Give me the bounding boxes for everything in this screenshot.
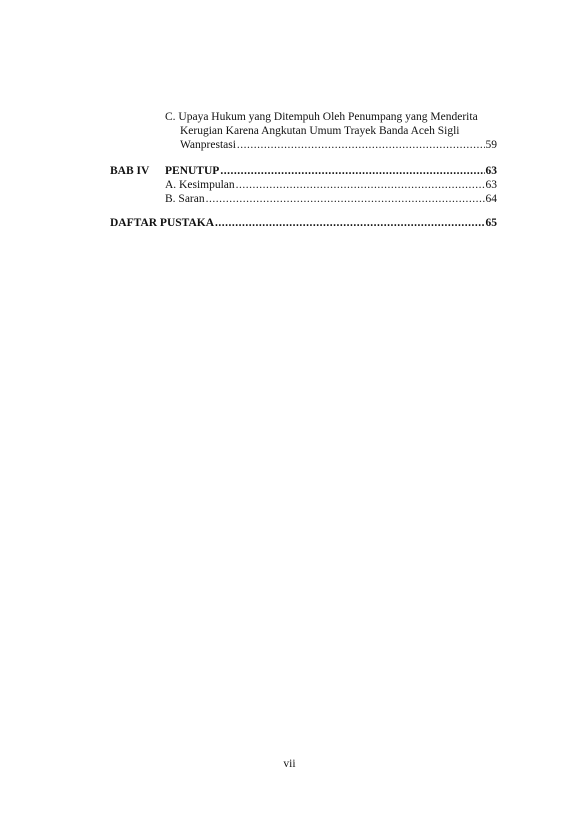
toc-entry-saran[interactable]	[165, 192, 497, 206]
toc-leader-dots	[220, 164, 484, 178]
toc-leader-dots	[215, 216, 484, 230]
toc-subsection-c-line3[interactable]	[180, 138, 497, 152]
toc-entry-daftar-pustaka[interactable]	[110, 216, 497, 230]
toc-entry-kesimpulan[interactable]	[165, 178, 497, 192]
toc-page-number: 65	[485, 217, 497, 229]
toc-page-number: 63	[485, 165, 497, 177]
toc-entry-label: A. Kesimpulan	[165, 179, 235, 191]
toc-entry-label: Wanprestasi	[180, 139, 236, 151]
toc-page-number: 59	[485, 139, 497, 151]
toc-chapter-title-penutup[interactable]	[165, 164, 497, 178]
toc-page-number: 64	[485, 193, 497, 205]
toc-leader-dots	[237, 138, 485, 152]
toc-subsection-c-line2: Kerugian Karena Angkutan Umum Trayek Banda Aceh Sigli	[180, 125, 460, 137]
toc-subsection-c-line1: C. Upaya Hukum yang Ditempuh Oleh Penumpang yang Menderita	[165, 111, 478, 123]
toc-leader-dots	[206, 192, 485, 206]
toc-entry-label: PENUTUP	[165, 165, 220, 177]
toc-leader-dots	[236, 178, 485, 192]
toc-entry-label: DAFTAR PUSTAKA	[110, 217, 215, 229]
toc-entry-label: B. Saran	[165, 193, 205, 205]
toc-page-number: 63	[485, 179, 497, 191]
page-number-footer: vii	[283, 758, 296, 770]
toc-chapter-label: BAB IV	[110, 165, 150, 177]
